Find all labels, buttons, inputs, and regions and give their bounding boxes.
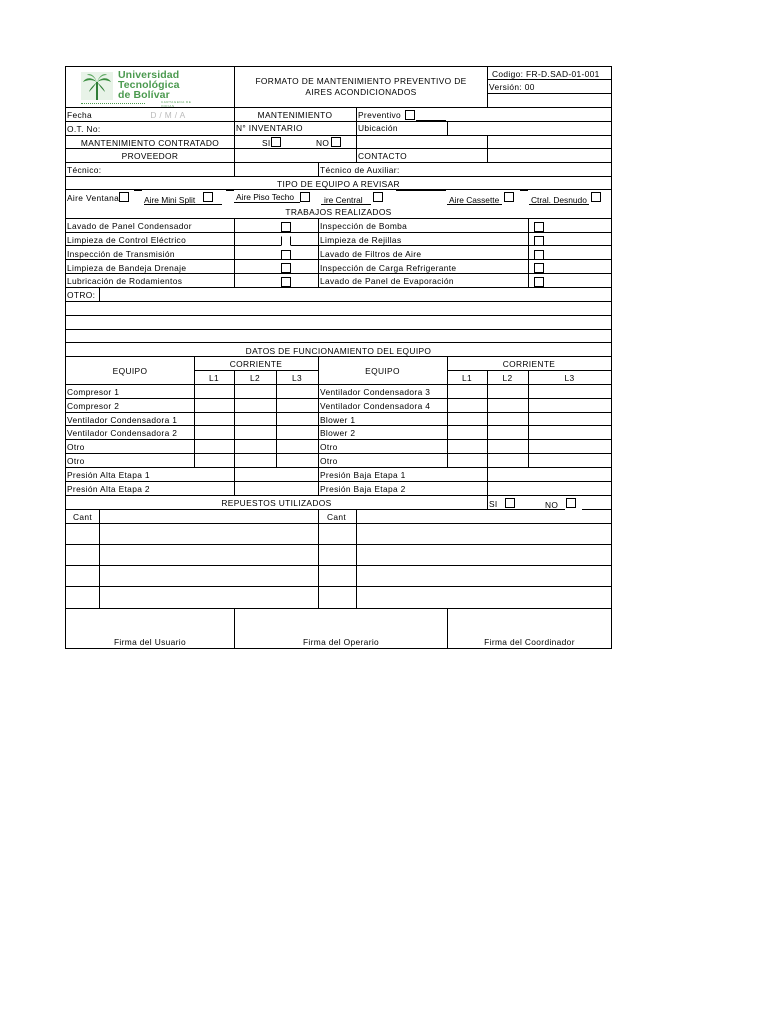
equipo-left-row-1: Compresor 1 xyxy=(67,387,120,397)
ubicacion-input[interactable] xyxy=(448,122,611,135)
mantenimiento-label: MANTENIMIENTO xyxy=(257,110,333,120)
repuestos-title: REPUESTOS UTILIZADOS xyxy=(221,498,332,508)
firma-usuario-label: Firma del Usuario xyxy=(113,637,187,647)
ot-label: O.T. No: xyxy=(67,124,101,134)
palm-tree-icon xyxy=(81,70,113,102)
trabajo-right-4-checkbox[interactable] xyxy=(534,263,544,273)
trabajo-left-1-checkbox[interactable] xyxy=(281,222,291,232)
trabajo-left-5-checkbox[interactable] xyxy=(281,277,291,287)
fecha-placeholder: D / M / A xyxy=(150,110,186,120)
equipo-right-row-6: Otro xyxy=(320,456,338,466)
equipo-right-row-5: Otro xyxy=(320,442,338,452)
contratado-no-checkbox[interactable] xyxy=(331,137,341,147)
otro-input[interactable] xyxy=(100,288,611,301)
corriente-header-right: CORRIENTE xyxy=(502,359,556,369)
equipo-right-row-3: Blower 1 xyxy=(320,415,356,425)
university-logo xyxy=(81,69,199,108)
datos-title: DATOS DE FUNCIONAMIENTO DEL EQUIPO xyxy=(245,346,432,356)
logo-underline xyxy=(81,103,145,104)
contratado-si-label: SI xyxy=(262,138,271,148)
tipo-option-label-mini-split: Aire Mini Split xyxy=(144,195,196,205)
logo-line-2: Tecnológica xyxy=(118,79,180,91)
trabajo-left-1-label: Lavado de Panel Condensador xyxy=(67,221,192,231)
trabajo-left-3-checkbox[interactable] xyxy=(281,250,291,260)
tipo-checkbox-desnudo[interactable] xyxy=(591,192,601,202)
phase-l2-left: L2 xyxy=(249,373,260,383)
tecnico-label: Técnico: xyxy=(67,165,102,175)
equipo-left-row-6: Otro xyxy=(67,456,85,466)
inventario-input[interactable] xyxy=(316,122,356,135)
equipo-header-right: EQUIPO xyxy=(365,366,400,376)
trabajo-left-3-label: Inspección de Transmisión xyxy=(67,249,175,259)
tipo-checkbox-central[interactable] xyxy=(373,192,383,202)
trabajo-right-1-label: Inspección de Bomba xyxy=(320,221,408,231)
tecnico-auxiliar-input[interactable] xyxy=(411,163,611,176)
tipo-option-label-piso-techo: Aire Piso Techo xyxy=(236,192,295,202)
trabajo-right-2-checkbox[interactable] xyxy=(534,236,544,246)
corriente-header-left: CORRIENTE xyxy=(229,359,283,369)
presion-alta-1-label: Presión Alta Etapa 1 xyxy=(67,470,150,480)
tipo-option-label-ventana: Aire Ventana xyxy=(67,193,120,203)
phase-l3-right: L3 xyxy=(564,373,575,383)
repuestos-si-label: SI xyxy=(489,499,498,509)
proveedor-label: PROVEEDOR xyxy=(121,151,179,161)
ot-number-input[interactable] xyxy=(108,122,234,135)
trabajo-right-2-label: Limpieza de Rejillas xyxy=(320,235,402,245)
form-title-line-1: FORMATO DE MANTENIMIENTO PREVENTIVO DE xyxy=(255,76,467,86)
phase-l1-left: L1 xyxy=(208,373,219,383)
equipo-left-row-2: Compresor 2 xyxy=(67,401,120,411)
preventivo-checkbox[interactable] xyxy=(405,110,415,120)
contratado-no-label: NO xyxy=(316,138,330,148)
equipo-left-row-5: Otro xyxy=(67,442,85,452)
equipo-left-row-4: Ventilador Condensadora 2 xyxy=(67,428,178,438)
preventivo-label: Preventivo xyxy=(358,110,402,120)
contratado-si-checkbox[interactable] xyxy=(271,137,281,147)
tipo-option-label-cassette: Aire Cassette xyxy=(449,195,500,205)
presion-baja-1-label: Presión Baja Etapa 1 xyxy=(320,470,406,480)
trabajo-right-3-checkbox[interactable] xyxy=(534,250,544,260)
document-version: Versión: 00 xyxy=(489,82,535,92)
contacto-label: CONTACTO xyxy=(358,151,408,161)
contacto-input[interactable] xyxy=(488,149,611,162)
equipo-right-row-2: Ventilador Condensadora 4 xyxy=(320,401,431,411)
phase-l1-right: L1 xyxy=(461,373,472,383)
trabajo-right-5-checkbox[interactable] xyxy=(534,277,544,287)
trabajo-left-2-label: Limpieza de Control Eléctrico xyxy=(67,235,187,245)
cant-header-left: Cant xyxy=(73,512,93,522)
logo-line-3: de Bolívar xyxy=(118,89,170,101)
trabajos-title: TRABAJOS REALIZADOS xyxy=(285,207,392,217)
repuestos-no-checkbox[interactable] xyxy=(566,498,576,508)
trabajo-left-5-label: Lubricación de Rodamientos xyxy=(67,276,183,286)
repuestos-no-label: NO xyxy=(545,500,559,510)
firma-usuario-field[interactable] xyxy=(66,609,234,649)
tipo-checkbox-mini-split[interactable] xyxy=(203,192,213,202)
trabajo-right-1-checkbox[interactable] xyxy=(534,222,544,232)
trabajo-left-4-checkbox[interactable] xyxy=(281,263,291,273)
ubicacion-label: Ubicación xyxy=(358,123,398,133)
tecnico-auxiliar-label: Técnico de Auxiliar: xyxy=(320,165,400,175)
firma-operario-field[interactable] xyxy=(235,609,447,649)
tipo-option-label-desnudo: Ctral. Desnudo xyxy=(531,195,587,205)
cant-header-right: Cant xyxy=(327,512,347,522)
otro-label: OTRO: xyxy=(67,290,96,300)
maintenance-form xyxy=(65,66,612,649)
logo-line-1: Universidad xyxy=(118,69,180,81)
firma-coordinador-field[interactable] xyxy=(448,609,611,649)
document-code: Codigo: FR-D.SAD-01-001 xyxy=(492,69,600,79)
tipo-equipo-title: TIPO DE EQUIPO A REVISAR xyxy=(277,179,400,189)
equipo-right-row-4: Blower 2 xyxy=(320,428,356,438)
form-title-line-2: AIRES ACONDICIONADOS xyxy=(305,87,417,97)
contratado-label: MANTENIMIENTO CONTRATADO xyxy=(80,138,220,148)
otro-notes-area[interactable] xyxy=(66,302,611,342)
trabajo-right-5-label: Lavado de Panel de Evaporación xyxy=(320,276,454,286)
trabajo-left-4-label: Limpieza de Bandeja Drenaje xyxy=(67,263,187,273)
trabajo-right-4-label: Inspección de Carga Refrigerante xyxy=(320,263,457,273)
fecha-input[interactable] xyxy=(102,108,234,121)
phase-l3-left: L3 xyxy=(291,373,302,383)
presion-baja-2-label: Presión Baja Etapa 2 xyxy=(320,484,406,494)
repuestos-si-checkbox[interactable] xyxy=(505,498,515,508)
firma-operario-label: Firma del Operario xyxy=(302,637,380,647)
equipo-right-row-1: Ventilador Condensadora 3 xyxy=(320,387,431,397)
tipo-option-label-central: ire Central xyxy=(324,195,363,205)
tipo-checkbox-piso-techo[interactable] xyxy=(300,192,310,202)
equipo-left-row-3: Ventilador Condensadora 1 xyxy=(67,415,178,425)
equipo-header-left: EQUIPO xyxy=(112,366,148,376)
trabajo-left-2-checkbox[interactable] xyxy=(281,236,291,246)
logo-city: CARTAGENA DE INDIAS xyxy=(161,100,192,108)
phase-l2-right: L2 xyxy=(502,373,513,383)
inventario-label: N° INVENTARIO xyxy=(236,123,303,133)
proveedor-input[interactable] xyxy=(235,149,355,162)
tipo-checkbox-ventana[interactable] xyxy=(119,192,129,202)
tipo-checkbox-cassette[interactable] xyxy=(504,192,514,202)
tecnico-input[interactable] xyxy=(111,163,317,176)
presion-alta-2-label: Presión Alta Etapa 2 xyxy=(67,484,150,494)
firma-coordinador-label: Firma del Coordinador xyxy=(484,637,575,647)
fecha-label: Fecha xyxy=(67,110,93,120)
trabajo-right-3-label: Lavado de Filtros de Aire xyxy=(320,249,422,259)
